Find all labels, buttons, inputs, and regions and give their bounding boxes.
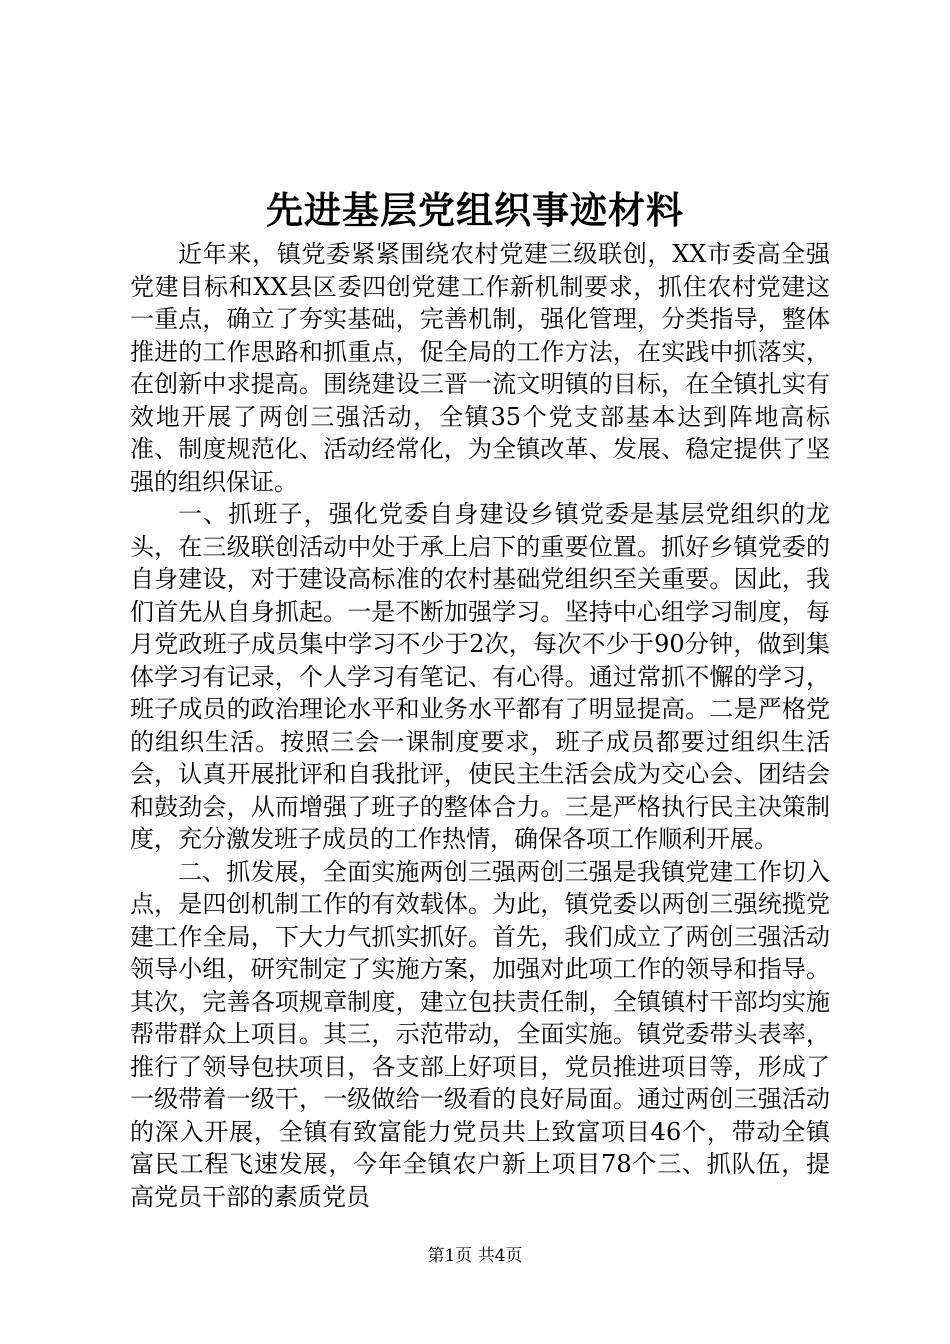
document-title: 先进基层党组织事迹材料 [266, 188, 684, 232]
paragraph-section-two: 二、抓发展，全面实施两创三强两创三强是我镇党建工作切入点，是四创机制工作的有效载体。为此，镇党委以两创三强统揽党建工作全局，下大力气抓实抓好。首先，我们成立了两创三强活动领导小组，研究制定了实施方案，加强对此项工作的领导和指导。其次，完善各项规章制度，建立包扶责任制，全镇镇村干部均实施帮带群众上项目。其三，示范带动，全面实施。镇党委带头表率，推行了领导包扶项目，各支部上好项目，党员推进项目等，形成了一级带着一级干，一级做给一级看的良好局面。通过两创三强活动的深入开展，全镇有致富能力党员共上致富项目46个，带动全镇富民工程飞速发展，今年全镇农户新上项目78个三、抓队伍，提高党员干部的素质党员 [130, 857, 830, 1211]
paragraph-section-one: 一、抓班子，强化党委自身建设乡镇党委是基层党组织的龙头，在三级联创活动中处于承上启下的重要位置。抓好乡镇党委的自身建设，对于建设高标准的农村基础党组织至关重要。因此，我们首先从自身抓起。一是不断加强学习。坚持中心组学习制度，每月党政班子成员集中学习不少于2次，每次不少于90分钟，做到集体学习有记录，个人学习有笔记、有心得。通过常抓不懈的学习，班子成员的政治理论水平和业务水平都有了明显提高。二是严格党的组织生活。按照三会一课制度要求，班子成员都要过组织生活会，认真开展批评和自我批评，使民主生活会成为交心会、团结会和鼓劲会，从而增强了班子的整体合力。三是严格执行民主决策制度，充分激发班子成员的工作热情，确保各项工作顺利开展。 [130, 500, 830, 853]
page-footer: 第1页 共4页 [427, 1246, 523, 1266]
paragraph-intro: 近年来，镇党委紧紧围绕农村党建三级联创，XX市委高全强党建目标和XX县区委四创党建工作新机制要求，抓住农村党建这一重点，确立了夯实基础，完善机制，强化管理，分类指导，整体推进的工作思路和抓重点，促全局的工作方法，在实践中抓落实，在创新中求提高。围绕建设三晋一流文明镇的目标，在全镇扎实有效地开展了两创三强活动，全镇35个党支部基本达到阵地高标准、制度规范化、活动经常化，为全镇改革、发展、稳定提供了坚强的组织保证。 [130, 240, 830, 496]
document-body [130, 238, 830, 1213]
